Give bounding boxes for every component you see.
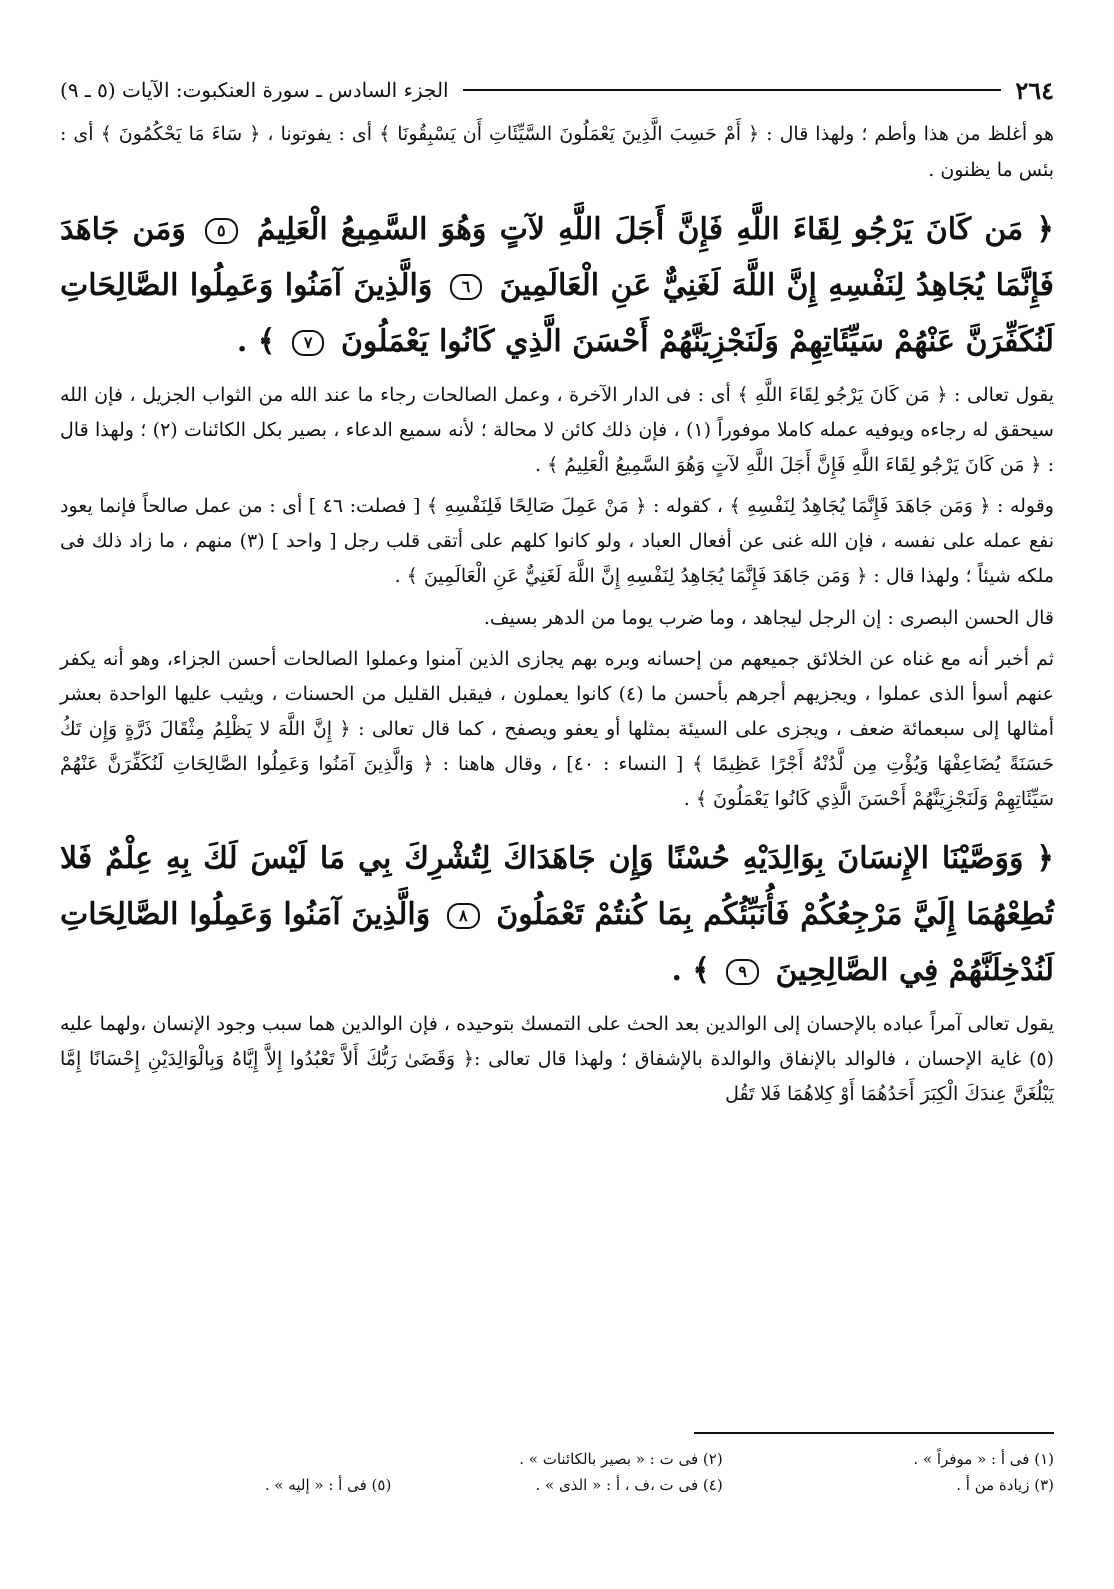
verse-end: ﴾ .: [671, 953, 710, 988]
footnote-row: [60, 1476, 1054, 1494]
footnote-row: [60, 1450, 1054, 1468]
quran-verse-block-2: [60, 831, 1054, 999]
ayah-number: ٩: [726, 959, 759, 985]
page-title: الجزء السادس ـ سورة العنكبوت: الآيات (٥ ـ ٩): [60, 78, 449, 102]
paragraph-5: ثم أخبر أنه مع غناه عن الخلائق جميعهم من إحسانه وبره بهم يجازى الذين آمنوا وعملوا الصالحات أحسن الجزاء، وهو أنه يكفر عنهم أسوأ الذى عملوا ، ويجزيهم أجرهم بأحسن ما (٤) كانوا يعملون ، فيقبل القليل من الحسنات ، ويثيب عليها الواحدة بعشر أمثالها إلى سبعمائة ضعف ، ويجزى على السيئة بمثلها أو يعفو ويصفح ، كما قال تعالى : ﴿ إِنَّ اللَّهَ لا يَظْلِمُ مِثْقَالَ ذَرَّةٍ وَإِن تَكُ حَسَنَةً يُضَاعِفْهَا وَيُؤْتِ مِن لَّدُنْهُ أَجْرًا عَظِيمًا ﴾ [ النساء : ٤٠] ، وقال هاهنا : ﴿ وَالَّذِينَ آمَنُوا وَعَمِلُوا الصَّالِحَاتِ لَنُكَفِّرَنَّ عَنْهُمْ سَيِّئَاتِهِمْ وَلَنَجْزِيَنَّهُمْ أَحْسَنَ الَّذِي كَانُوا يَعْمَلُونَ ﴾ .: [60, 648, 1055, 810]
page-header: [60, 70, 1054, 110]
verse-text: ﴿ مَن كَانَ يَرْجُو لِقَاءَ اللَّهِ فَإِنَّ أَجَلَ اللَّهِ لآتٍ وَهُوَ السَّمِيعُ الْعَلِيمُ: [256, 212, 1054, 247]
footnote-rule: [694, 1432, 1054, 1434]
footnote-2: (٢) فى ت : « بصير بالكائنات » .: [519, 1450, 723, 1468]
quran-verse-block-1: [60, 202, 1054, 370]
verse-text: وَالَّذِينَ آمَنُوا وَعَمِلُوا الصَّالِحَاتِ لَنُكَفِّرَنَّ عَنْهُمْ سَيِّئَاتِهِمْ وَلَنَجْزِيَنَّهُمْ أَحْسَنَ الَّذِي كَانُوا يَعْمَلُونَ: [60, 268, 1054, 359]
verse-text: وَالَّذِينَ آمَنُوا وَعَمِلُوا الصَّالِحَاتِ لَنُدْخِلَنَّهُمْ فِي الصَّالِحِينَ: [60, 897, 1054, 988]
paragraph-3: وقوله : ﴿ وَمَن جَاهَدَ فَإِنَّمَا يُجَاهِدُ لِنَفْسِهِ ﴾ ، كقوله : ﴿ مَنْ عَمِلَ صَالِحًا فَلِنَفْسِهِ ﴾ [ فصلت: ٤٦ ] أى : من عمل صالحاً فإنما يعود نفع عمله على نفسه ، فإن الله غنى عن أفعال العباد ، ولو كانوا كلهم على أتقى قلب رجل [ واحد ] (٣) منهم ، ما زاد ذلك فى ملكه شيئاً ؛ ولهذا قال : ﴿ وَمَن جَاهَدَ فَإِنَّمَا يُجَاهِدُ لِنَفْسِهِ إِنَّ اللَّهَ لَغَنِيٌّ عَنِ الْعَالَمِينَ ﴾ .: [60, 495, 1054, 587]
paragraph-1: هو أغلظ من هذا وأطم ؛ ولهذا قال : ﴿ أَمْ حَسِبَ الَّذِينَ يَعْمَلُونَ السَّيِّئَاتِ أَن يَسْبِقُونَا ﴾ أى : يفوتونا ، ﴿ سَاءَ مَا يَحْكُمُونَ ﴾ أى : بئس ما يظنون .: [60, 123, 1054, 181]
page-body: [60, 70, 1054, 1112]
footnote-4: (٤) فى ت ،ف ، أ : « الذى » .: [535, 1476, 723, 1494]
footnotes: [60, 1442, 1054, 1494]
paragraph-6: يقول تعالى آمراً عباده بالإحسان إلى الوالدين بعد الحث على التمسك بتوحيده ، فإن الوالدين هما سبب وجود الإنسان ،ولهما عليه (٥) غاية الإحسان ، فالوالد بالإنفاق والوالدة بالإشفاق ؛ ولهذا قال تعالى :﴿ وَقَضَىٰ رَبُّكَ أَلاَّ تَعْبُدُوا إِلاَّ إِيَّاهُ وَبِالْوَالِدَيْنِ إِحْسَانًا إِمَّا يَبْلُغَنَّ عِندَكَ الْكِبَرَ أَحَدُهُمَا أَوْ كِلاهُمَا فَلا تَقُل: [60, 1013, 1054, 1105]
ayah-number: ٨: [447, 903, 480, 929]
paragraph-2: يقول تعالى : ﴿ مَن كَانَ يَرْجُو لِقَاءَ اللَّهِ ﴾ أى : فى الدار الآخرة ، وعمل الصالحات رجاء ما عند الله من الثواب الجزيل ، فإن الله سيحقق له رجاءه ويوفيه عمله كاملا موفوراً (١) ، فإن ذلك كائن لا محالة ؛ لأنه سميع الدعاء ، بصير بكل الكائنات (٢) ؛ ولهذا قال : ﴿ مَن كَانَ يَرْجُو لِقَاءَ اللَّهِ فَإِنَّ أَجَلَ اللَّهِ لآتٍ وَهُوَ السَّمِيعُ الْعَلِيمُ ﴾ .: [60, 384, 1054, 476]
footnote-5: (٥) فى أ : « إليه » .: [264, 1476, 392, 1494]
paragraph-4: قال الحسن البصرى : إن الرجل ليجاهد ، وما ضرب يوما من الدهر بسيف.: [483, 607, 1054, 629]
verse-text: وَمَن جَاهَدَ فَإِنَّمَا يُجَاهِدُ لِنَفْسِهِ إِنَّ اللَّهَ لَغَنِيٌّ عَنِ الْعَالَمِينَ: [60, 212, 1054, 303]
ayah-number: ٧: [292, 330, 325, 356]
footnote-3: (٣) زيادة من أ .: [956, 1476, 1054, 1494]
page-number: ٢٦٤: [1015, 75, 1054, 105]
footnote-1: (١) فى أ : « موفراً » .: [913, 1450, 1054, 1468]
ayah-number: ٦: [450, 274, 483, 300]
verse-text: ﴿ وَوَصَّيْنَا الإِنسَانَ بِوَالِدَيْهِ حُسْنًا وَإِن جَاهَدَاكَ لِتُشْرِكَ بِي مَا لَيْسَ لَكَ بِهِ عِلْمٌ فَلا تُطِعْهُمَا إِلَيَّ مَرْجِعُكُمْ فَأُنَبِّئُكُم بِمَا كُنتُمْ تَعْمَلُونَ: [60, 841, 1054, 932]
header-rule: [463, 89, 1002, 91]
ayah-number: ٥: [205, 218, 238, 244]
verse-end: ﴾ .: [236, 324, 276, 359]
